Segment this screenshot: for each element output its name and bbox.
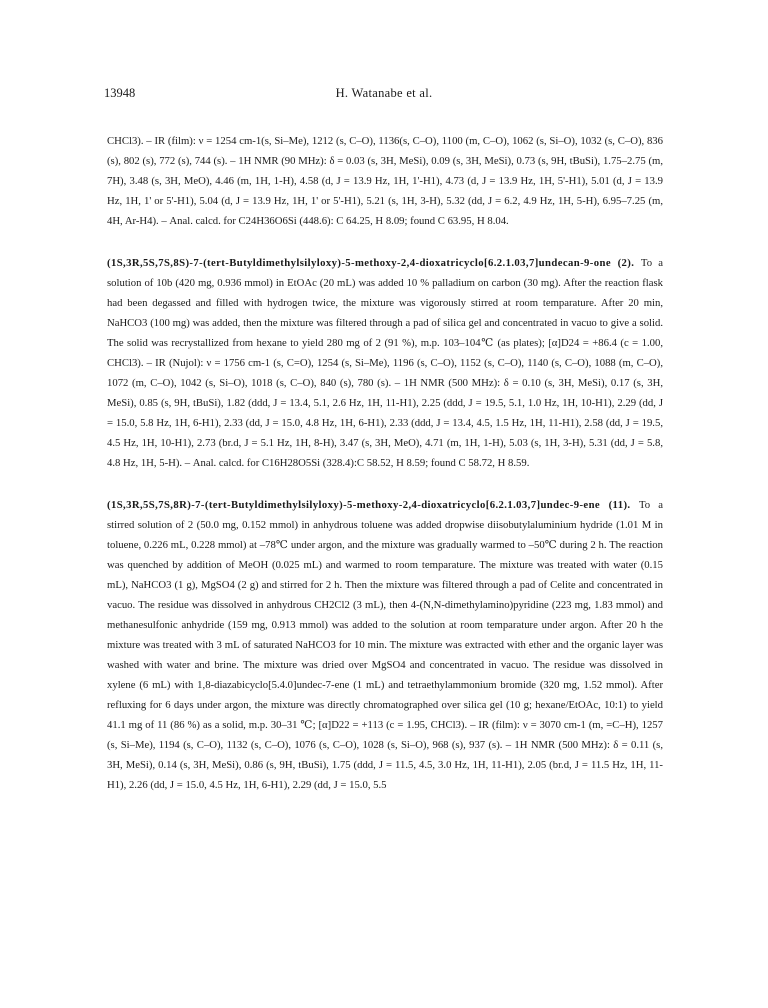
article-body: [107, 131, 663, 817]
running-head: [0, 86, 768, 106]
paragraph-3: [107, 495, 663, 795]
paragraph-text: CHCl3). – IR (film): ν = 1254 cm-1(s, Si–Me), 1212 (s, C–O), 1136(s, C–O), 1100 (m, C–O), 1062 (s, Si–O), 1032 (s, C–O), 836 (s), 802 (s), 772 (s), 744 (s). – 1H NMR (90 MHz): δ = 0.03 (s, 3H, MeSi), 0.09 (s, 3H, MeSi), 0.73 (s, 9H, tBuSi), 1.75–2.75 (m, 7H), 3.48 (s, 3H, MeO), 4.46 (m, 1H, 1-H), 4.58 (d, J = 13.9 Hz, 1H, 1'-H1), 4.73 (d, J = 13.9 Hz, 1H, 5'-H1), 5.01 (d, J = 13.9 Hz, 1H, 1' or 5'-H1), 5.04 (d, J = 13.9 Hz, 1H, 1' or 5'-H1), 5.21 (s, 1H, 3-H), 5.32 (dd, J = 6.2, 4.9 Hz, 1H, 5-H), 6.95–7.25 (m, 4H, Ar-H4). – Anal. calcd. for C24H36O6Si (448.6): C 64.25, H 8.09; found C 63.95, H 8.04.: [107, 135, 663, 227]
paragraph-1: [107, 131, 663, 231]
page-number: 13948: [104, 86, 136, 100]
paragraph-2: [107, 253, 663, 473]
compound-11-heading: (1S,3R,5S,7S,8R)-7-(tert-Butyldimethylsilyloxy)-5-methoxy-2,4-dioxatricyclo[6.2.1.03,7]undec-9-ene (11).: [107, 499, 639, 511]
paragraph-text: To a solution of 10b (420 mg, 0.936 mmol) in EtOAc (20 mL) was added 10 % palladium on carbon (30 mg). After the reaction flask had been degassed and filled with hydrogen twice, the mixture was vigorously stirred at room temparature. After 20 min, NaHCO3 (100 mg) was added, then the mixture was filtered through a pad of silica gel and concentrated in vacuo to give a solid. The solid was recrystallized from hexane to yield 280 mg of 2 (91 %), m.p. 103–104℃ (as plates); [α]D24 = +86.4 (c = 1.00, CHCl3). – IR (Nujol): ν = 1756 cm-1 (s, C=O), 1254 (s, Si–Me), 1196 (s, C–O), 1152 (s, C–O), 1140 (s, C–O), 1088 (m, C–O), 1072 (m, C–O), 1042 (s, Si–O), 1018 (s, C–O), 840 (s), 780 (s). – 1H NMR (500 MHz): δ = 0.10 (s, 3H, MeSi), 0.17 (s, 3H, MeSi), 0.85 (s, 9H, tBuSi), 1.82 (ddd, J = 13.4, 5.1, 2.6 Hz, 1H, 11-H1), 2.25 (ddd, J = 19.5, 5.1, 1.0 Hz, 1H, 10-H1), 2.29 (dd, J = 15.0, 5.8 Hz, 1H, 6-H1), 2.33 (dd, J = 15.0, 4.8 Hz, 1H, 6-H1), 2.33 (ddd, J = 13.4, 4.5, 1.5 Hz, 1H, 11-H1), 2.58 (dd, J = 19.5, 4.5 Hz, 1H, 10-H1), 2.73 (br.d, J = 5.1 Hz, 1H, 8-H), 3.47 (s, 3H, MeO), 4.71 (m, 1H, 1-H), 5.03 (s, 1H, 3-H), 5.31 (dd, J = 5.8, 4.8 Hz, 1H, 5-H). – Anal. calcd. for C16H28O5Si (328.4):C 58.52, H 8.59; found C 58.72, H 8.59.: [107, 257, 663, 469]
running-title: H. Watanabe et al.: [335, 86, 433, 100]
paragraph-text: To a stirred solution of 2 (50.0 mg, 0.152 mmol) in anhydrous toluene was added dropwise diisobutylaluminium hydride (1.01 M in toluene, 0.226 mL, 0.228 mmol) at –78℃ under argon, and the mixture was gradually warmed to –50℃ during 2 h. The reaction was quenched by addition of MeOH (0.025 mL) and warmed to room temparature. The mixture was treated with water (0.15 mL), NaHCO3 (1 g), MgSO4 (2 g) and stirred for 2 h. Then the mixture was filtered through a pad of Celite and concentrated in vacuo. The residue was dissolved in anhydrous CH2Cl2 (3 mL), then 4-(N,N-dimethylamino)pyridine (223 mg, 1.83 mmol) and methanesulfonic anhydride (159 mg, 0.913 mmol) was added to the solution at room temparature under argon. After 20 h the mixture was treated with 3 mL of saturated NaHCO3 for 10 min. The mixture was extracted with ether and the organic layer was washed with water and brine. The mixture was dried over MgSO4 and concentrated in vacuo. The residue was dissolved in xylene (6 mL) with 1,8-diazabicyclo[5.4.0]undec-7-ene (1 mL) and tetraethylammonium bromide (320 mg, 1.52 mmol). After refluxing for 6 days under argon, the mixture was directly chromatographed over silica gel (10 g; hexane/EtOAc, 10:1) to yield 41.1 mg of 11 (86 %) as a solid, m.p. 30–31 ℃; [α]D22 = +113 (c = 1.95, CHCl3). – IR (film): ν = 3070 cm-1 (m, =C–H), 1257 (s, Si–Me), 1194 (s, C–O), 1132 (s, C–O), 1076 (s, C–O), 1028 (s, Si–O), 968 (s), 937 (s). – 1H NMR (500 MHz): δ = 0.11 (s, 3H, MeSi), 0.14 (s, 3H, MeSi), 0.86 (s, 9H, tBuSi), 1.75 (ddd, J = 11.5, 4.5, 3.0 Hz, 1H, 11-H1), 2.05 (br.d, J = 11.5 Hz, 1H, 11-H1), 2.26 (dd, J = 15.0, 4.5 Hz, 1H, 6-H1), 2.29 (dd, J = 15.0, 5.5: [107, 499, 663, 791]
compound-2-heading: (1S,3R,5S,7S,8S)-7-(tert-Butyldimethylsilyloxy)-5-methoxy-2,4-dioxatricyclo[6.2.1.03,7]undecan-9-one (2).: [107, 257, 641, 269]
